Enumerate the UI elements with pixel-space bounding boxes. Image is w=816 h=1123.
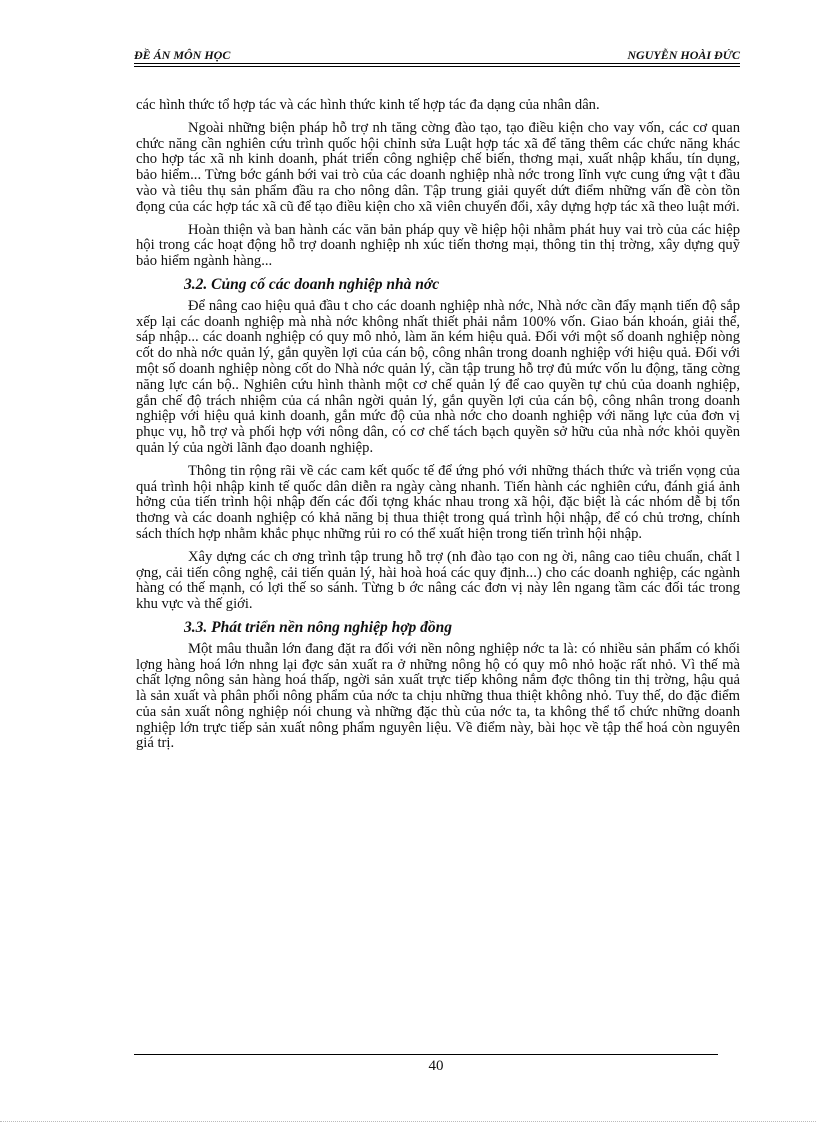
paragraph: Thông tin rộng rãi về các cam kết quốc tế để ứng phó với những thách thức và triển vọng của quá trình hội nhập kinh tế quốc dân diễn ra ngày càng nhanh. Tiến hành các nghiên cứu, đánh giá ảnh hởng của tiến trình hội nhập đến các đối tợng khác nhau trong xã hội, đặc biệt là các nhóm dễ bị tổn thơng và các doanh nghiệp có khả năng bị thua thiệt trong quá trình hội nhập, để có chủ trơng, chính sách thích hợp nhằm khắc phục những rủi ro có thể xuất hiện trong tiến trình hội nhập. — [136, 462, 740, 542]
section-heading-3-3: 3.3. Phát triển nền nông nghiệp hợp đồng — [184, 618, 453, 636]
header-rule — [134, 63, 740, 64]
paragraph: Hoàn thiện và ban hành các văn bản pháp quy về hiệp hội nhằm phát huy vai trò của các hiệp hội trong các hoạt động hỗ trợ doanh nghiệp nh xúc tiến thơng mại, thông tin thị trờng, xây dựng quỹ bảo hiểm ngành hàng... — [136, 221, 740, 270]
paragraph: Một mâu thuẫn lớn đang đặt ra đối với nền nông nghiệp nớc ta là: có nhiều sản phẩm có khối lợng hàng hoá lớn nhng lại đợc sản xuất ra ở những nông hộ có quy mô nhỏ hoặc rất nhỏ. Vì thế mà chất lợng nông sản hàng hoá thấp, ngời sản xuất trực tiếp không nắm đợc thông tin thị trờng, hậu quả là sản xuất và phân phối nông phẩm của nớc ta chịu những thua thiệt không nhỏ. Tuy thế, do đặc điểm của sản xuất nông nghiệp nói chung và những đặc thù của nớc ta, ta không thể tổ chức những doanh nghiệp lớn trực tiếp sản xuất nông phẩm nguyên liệu. Về điểm này, bài học về tập thể hoá còn nguyên giá trị. — [136, 640, 740, 752]
page-bottom-border — [0, 1121, 816, 1122]
footer-rule — [134, 1054, 718, 1055]
paragraph: các hình thức tổ hợp tác và các hình thức kinh tế hợp tác đa dạng của nhân dân. — [136, 97, 600, 113]
section-heading-3-2: 3.2. Củng cố các doanh nghiệp nhà nớc — [184, 275, 440, 293]
header-left-title: ĐỀ ÁN MÔN HỌC — [134, 48, 231, 62]
page-number: 40 — [428, 1058, 444, 1074]
paragraph: Ngoài những biện pháp hỗ trợ nh tăng cờng đào tạo, tạo điều kiện cho vay vốn, các cơ quan chức năng cần nghiên cứu trình quốc hội chỉnh sửa Luật hợp tác xã để tăng thêm các chức năng khác cho hợp tác xã nh kinh doanh, phát triển công nghiệp chế biến, thơng mại, xuất nhập khẩu, tín dụng, bảo hiểm... Từng bớc gánh bới vai trò của các doanh nghiệp nhà nớc trong lĩnh vực cung ứng vật t đầu vào và tiêu thụ sản phẩm đầu ra cho nông dân. Tập trung giải quyết dứt điểm những vấn đề còn tồn đọng của các hợp tác xã cũ để tạo điều kiện cho xã viên chuyển đổi, xây dựng hợp tác xã theo luật mới. — [136, 119, 740, 215]
paragraph: Xây dựng các ch ơng trình tập trung hỗ trợ (nh đào tạo con ng ời, nâng cao tiêu chuẩn, chất l ợng, cải tiến công nghệ, cải tiến quản lý, hài hoà hoá các quy định...) cho các doanh nghiệp, các ngành hàng có thế mạnh, có lợi thế so sánh. Từng b ớc nâng các đơn vị này lên ngang tầm các đối tác trong khu vực và thế giới. — [136, 548, 740, 613]
document-body — [136, 98, 740, 759]
paragraph: Để nâng cao hiệu quả đầu t cho các doanh nghiệp nhà nớc, Nhà nớc cần đẩy mạnh tiến độ sắp xếp lại các doanh nghiệp mà nhà nớc không nhất thiết phải nắm 100% vốn. Giao bán khoán, giải thể, sáp nhập... các doanh nghiệp có quy mô nhỏ, làm ăn kém hiệu quả. Đối với một số doanh nghiệp nòng cốt do nhà nớc quản lý, gắn quyền lợi của cán bộ, công nhân trong doanh nghiệp với hiệu quả. Đối với một số doanh nghiệp nòng cốt do Nhà nớc quản lý, cần tập trung hỗ trợ đủ mức vốn lu động, tăng cờng năng lực cán bộ.. Nghiên cứu hình thành một cơ chế quản lý để cao quyền tự chủ của doanh nghiệp, gắn chế độ trách nhiệm của cá nhân ngời quản lý, gắn quyền lợi của cán bộ, công nhân trong doanh nghiệp với hiệu quả kinh doanh, gắn mức độ của nhà nớc cho doanh nghiệp với năng lực của đơn vị phục vụ, hỗ trợ và phối hợp với nông dân, có cơ chế tách bạch quyền sở hữu của nhà nớc khỏi quyền quản lý của ngời lãnh đạo doanh nghiệp. — [136, 297, 740, 456]
page-header — [134, 48, 740, 66]
header-right-author: NGUYỄN HOÀI ĐỨC — [627, 48, 740, 62]
header-rule-thin — [134, 66, 740, 67]
